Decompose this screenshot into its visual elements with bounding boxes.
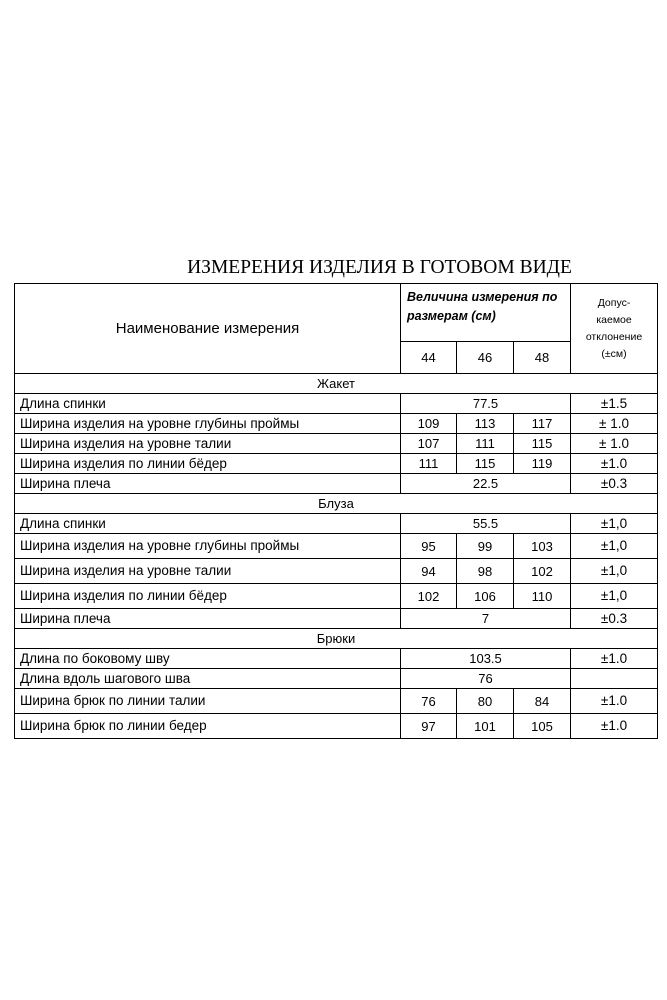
row-value: 102 [514,559,571,584]
row-name: Ширина плеча [15,609,401,629]
table-row [15,514,658,534]
row-name: Ширина изделия на уровне талии [15,559,401,584]
row-value: 103 [514,534,571,559]
row-value: 97 [401,714,457,739]
row-value: 119 [514,454,571,474]
row-value: 105 [514,714,571,739]
row-value: 115 [457,454,514,474]
row-value: 106 [457,584,514,609]
row-value: 111 [457,434,514,454]
row-value: 95 [401,534,457,559]
row-name: Ширина брюк по линии бедер [15,714,401,739]
row-value: 98 [457,559,514,584]
section-header: Жакет [15,374,658,394]
row-value: 111 [401,454,457,474]
row-tolerance: ±0.3 [571,474,658,494]
row-name: Ширина изделия на уровне глубины проймы [15,534,401,559]
size-46: 46 [457,342,514,374]
row-value: 77.5 [401,394,571,414]
row-name: Длина вдоль шагового шва [15,669,401,689]
row-value: 101 [457,714,514,739]
table-row [15,714,658,739]
row-tolerance: ±1.0 [571,649,658,669]
row-name: Длина спинки [15,394,401,414]
row-value: 76 [401,689,457,714]
section-header: Брюки [15,629,658,649]
section-header: Блуза [15,494,658,514]
row-tolerance: ±1,0 [571,514,658,534]
row-value: 84 [514,689,571,714]
header-tolerance-line: каемое [596,313,632,326]
measurements-table [14,283,658,739]
row-value: 55.5 [401,514,571,534]
size-44: 44 [401,342,457,374]
row-tolerance: ± 1.0 [571,414,658,434]
row-value: 22.5 [401,474,571,494]
row-name: Длина спинки [15,514,401,534]
row-tolerance: ±1.0 [571,454,658,474]
table-row [15,649,658,669]
header-size: Величина измерения по размерам (см) [401,284,571,342]
header-tolerance [571,284,658,374]
table-row [15,584,658,609]
row-tolerance: ±1.0 [571,714,658,739]
table-row [15,609,658,629]
table-row [15,669,658,689]
row-value: 7 [401,609,571,629]
row-tolerance: ±1,0 [571,584,658,609]
row-tolerance: ± 1.0 [571,434,658,454]
row-tolerance: ±1.0 [571,689,658,714]
row-tolerance: ±1,0 [571,534,658,559]
row-value: 76 [401,669,571,689]
row-value: 94 [401,559,457,584]
table-row [15,434,658,454]
row-value: 117 [514,414,571,434]
header-tolerance-line: Допус- [597,296,631,309]
header-name: Наименование измерения [15,284,401,374]
table-row [15,559,658,584]
table-row [15,689,658,714]
table-row [15,414,658,434]
table-row [15,394,658,414]
row-value: 102 [401,584,457,609]
table-row [15,474,658,494]
row-name: Ширина изделия на уровне глубины проймы [15,414,401,434]
row-tolerance [571,669,658,689]
row-tolerance: ±1,0 [571,559,658,584]
row-value: 107 [401,434,457,454]
table-row [15,454,658,474]
row-tolerance: ±0.3 [571,609,658,629]
header-tolerance-line: (±см) [601,347,627,360]
size-48: 48 [514,342,571,374]
table-row [15,534,658,559]
row-value: 80 [457,689,514,714]
row-value: 99 [457,534,514,559]
row-value: 115 [514,434,571,454]
row-name: Ширина изделия по линии бёдер [15,454,401,474]
row-name: Ширина изделия по линии бёдер [15,584,401,609]
row-name: Ширина плеча [15,474,401,494]
row-value: 113 [457,414,514,434]
row-name: Длина по боковому шву [15,649,401,669]
row-value: 109 [401,414,457,434]
row-value: 110 [514,584,571,609]
header-tolerance-line: отклонение [585,330,643,343]
row-value: 103.5 [401,649,571,669]
row-name: Ширина брюк по линии талии [15,689,401,714]
row-tolerance: ±1.5 [571,394,658,414]
row-name: Ширина изделия на уровне талии [15,434,401,454]
page-title: ИЗМЕРЕНИЯ ИЗДЕЛИЯ В ГОТОВОМ ВИДЕ [187,257,572,278]
